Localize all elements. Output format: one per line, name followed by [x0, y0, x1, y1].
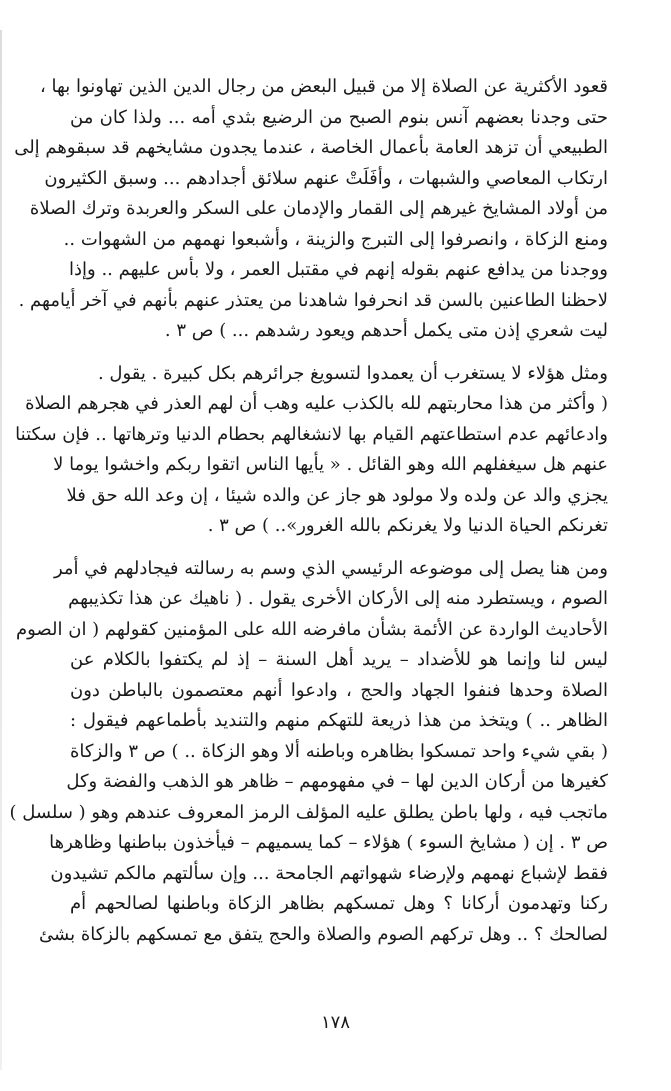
paragraph-1: [14, 72, 608, 347]
page-body: [9, 72, 608, 962]
text-line: قعود الأكثرية عن الصلاة إلا من قبيل البعض من رجال الدين الذين تهاونوا بها ،: [39, 76, 608, 97]
text-line: كغيرها من أركان الدين لها – في مفهومهم – ظاهر هو الذهب والفضة وكل: [66, 771, 608, 792]
page-edge-shadow: [0, 30, 2, 1070]
text-line: الظاهر .. ) ويتخذ من هذا ذريعة للتهكم منهم والتنديد بأطماعهم فيقول :: [70, 710, 608, 731]
text-line: فقط لإشباع نهمهم ولإرضاء شهواتهم الجامحة ... وإن سألتهم مالكم تشيدون: [50, 862, 608, 884]
text-line: ومن هنا يصل إلى موضوعه الرئيسي الذي وسم به رسالته فيجادلهم في أمر: [53, 557, 608, 579]
text-line: ص ٣ . إن ( مشايخ السوء ) هؤلاء – كما يسميهم – فيأخذون بباطنها وظاهرها: [49, 832, 608, 853]
paragraph-2: [15, 359, 608, 542]
text-line: ( وأكثر من هذا محاربتهم لله بالكذب عليه وهب أن لهم العذر في هجرهم الصلاة: [25, 393, 608, 414]
text-line: عنهم هل سيغفلهم الله وهو القائل . « يأيها الناس اتقوا ربكم واخشوا يوما لا: [53, 454, 608, 475]
text-line: ارتكاب المعاصي والشبهات ، وأفَلَتْ عنهم سلائق أجدادهم ... وسبق الكثيرون: [44, 167, 608, 189]
text-line: ركنا وتهدمون أركانا ؟ وهل تمسكهم بظاهر الزكاة وباطنها لصالحهم أم: [70, 893, 608, 914]
text-line: لاحظنا الطاعنين بالسن قد انحرفوا شاهدنا من يعتذر عنهم بأنهم في آخر أيامهم .: [18, 289, 608, 311]
text-line: حتى وجدنا بعضهم آنس بنوم الصبح من الرضيع بثدي أمه ... ولذا كان من: [70, 106, 608, 128]
text-line: وادعائهم عدم استطاعتهم القيام بها لانشغالهم بحطام الدنيا وترهاتها .. فإن سكتنا: [15, 423, 608, 445]
text-line: ( بقي شيء واحد تمسكوا بظاهره وباطنه ألا وهو الزكاة .. ) ص ٣ والزكاة: [70, 740, 608, 762]
text-line: الصوم ، ويستطرد منه إلى الأركان الأخرى يقول . ( ناهيك عن هذا تكذيبهم: [68, 588, 608, 609]
text-line: تغرنكم الحياة الدنيا ولا يغرنكم بالله الغرور».. ) ص ٣ .: [207, 515, 608, 536]
text-line: ليس لنا وإنما هو للأضداد – يريد أهل السنة – إذ لم يكتفوا بالكلام عن: [70, 649, 608, 670]
text-line: ومنع الزكاة ، وانصرفوا إلى التبرج والزينة ، وأشبعوا نهمهم من الشهوات ..: [63, 228, 608, 250]
text-line: الأحاديث الواردة عن الأئمة بشأن مافرضه الله على المؤمنين كقولهم ( ان الصوم: [15, 618, 608, 640]
text-line: ومثل هؤلاء لا يستغرب أن يعمدوا لتسويغ جرائرهم بكل كبيرة . يقول .: [97, 362, 608, 384]
paragraph-3: [9, 554, 608, 951]
text-line: ووجدنا من يدافع عنهم بقوله إنهم في مقتبل العمر ، ولا بأس عليهم .. وإذا: [69, 259, 608, 280]
text-line: الطبيعي أن تزهد العامة بأعمال الخاصة ، عندما يجدون مشايخهم قد سبقوهم إلى: [14, 137, 608, 158]
text-line: ماتجب فيه ، ولها باطن يطلق عليه المؤلف الرمز المعروف عندهم وهو ( سلسل ): [9, 801, 608, 823]
text-line: ليت شعري إذن متى يكمل أحدهم ويعود رشدهم ... ) ص ٣ .: [164, 320, 608, 341]
text-line: لصالحك ؟ .. وهل تركهم الصوم والصلاة والحج يتفق مع تمسكهم بالزكاة بشئ: [39, 923, 608, 945]
text-line: الصلاة وحدها فنفوا الجهاد والحج ، وادعوا أنهم معتصمون بالباطن دون: [70, 679, 608, 701]
page-number: ١٧٨: [320, 1012, 350, 1033]
text-line: يجزي والد عن ولده ولا مولود هو جاز عن والده شيئا ، إن وعد الله حق فلا: [66, 484, 608, 506]
text-line: من أولاد المشايخ غيرهم إلى القمار والإدمان على السكر والعربدة وترك الصلاة: [29, 198, 608, 219]
